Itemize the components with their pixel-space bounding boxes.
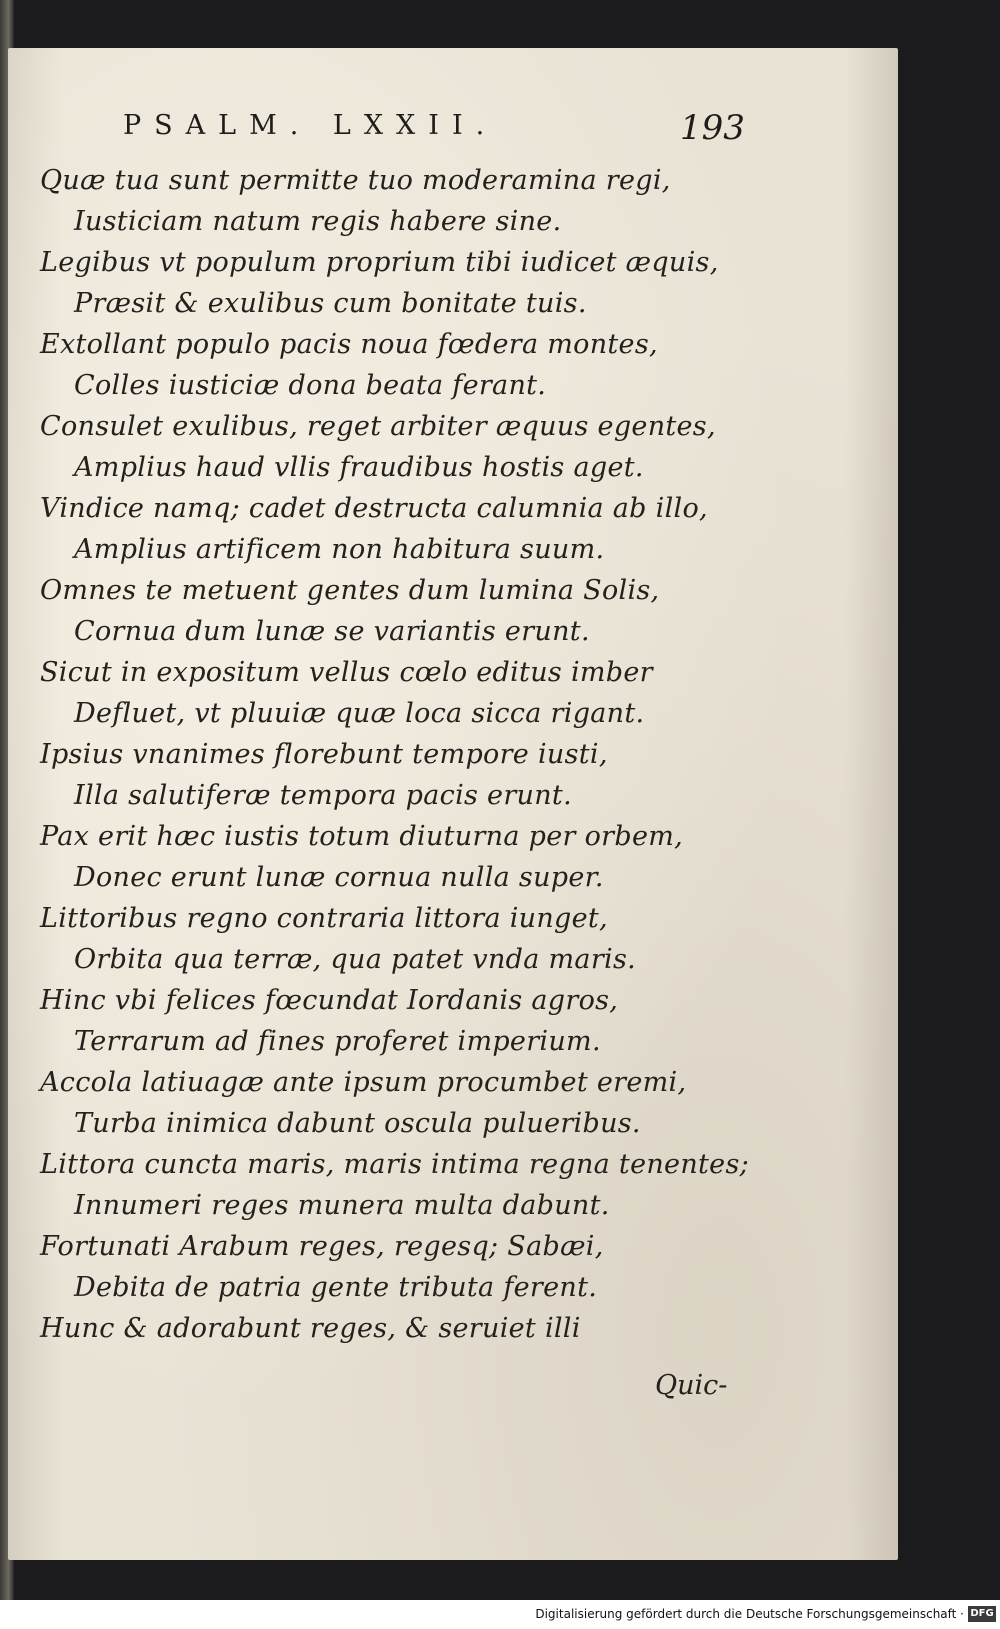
verse-line: Littoribus regno contraria littora iunget, bbox=[40, 903, 608, 934]
verse-line-indented: Illa salutiferæ tempora pacis erunt. bbox=[74, 780, 572, 811]
verse-line-indented: Colles iusticiæ dona beata ferant. bbox=[74, 370, 547, 401]
funding-credit: Digitalisierung gefördert durch die Deutsche Forschungsgemeinschaft · bbox=[535, 1607, 964, 1621]
verse-line-indented: Amplius haud vllis fraudibus hostis aget. bbox=[74, 452, 644, 483]
verse-line-indented: Turba inimica dabunt oscula pulueribus. bbox=[74, 1108, 641, 1139]
verse-line-indented: Iusticiam natum regis habere sine. bbox=[74, 206, 562, 237]
book-page bbox=[8, 48, 898, 1560]
verse-line: Omnes te metuent gentes dum lumina Solis, bbox=[40, 575, 660, 606]
verse-line: Quæ tua sunt permitte tuo moderamina regi, bbox=[40, 165, 671, 196]
verse-line: Vindice namq; cadet destructa calumnia ab illo, bbox=[40, 493, 708, 524]
verse-line: Extollant populo pacis noua fœdera montes, bbox=[40, 329, 658, 360]
verse-line-indented: Innumeri reges munera multa dabunt. bbox=[74, 1190, 610, 1221]
verse-block bbox=[8, 160, 868, 1349]
verse-line: Hinc vbi felices fœcundat Iordanis agros, bbox=[40, 985, 619, 1016]
verse-line-indented: Amplius artificem non habitura suum. bbox=[74, 534, 605, 565]
running-head: PSALM. LXXII. bbox=[123, 110, 498, 141]
page-number: 193 bbox=[680, 108, 745, 148]
verse-line: Sicut in expositum vellus cœlo editus imber bbox=[40, 657, 653, 688]
verse-line: Ipsius vnanimes florebunt tempore iusti, bbox=[40, 739, 608, 770]
verse-line: Hunc & adorabunt reges, & seruiet illi bbox=[40, 1313, 581, 1344]
verse-line-indented: Præsit & exulibus cum bonitate tuis. bbox=[74, 288, 587, 319]
verse-line: Fortunati Arabum reges, regesq; Sabæi, bbox=[40, 1231, 604, 1262]
catchword: Quic- bbox=[655, 1370, 728, 1401]
verse-line-indented: Donec erunt lunæ cornua nulla super. bbox=[74, 862, 604, 893]
verse-line: Legibus vt populum proprium tibi iudicet æquis, bbox=[40, 247, 719, 278]
verse-line: Consulet exulibus, reget arbiter æquus egentes, bbox=[40, 411, 716, 442]
verse-line-indented: Terrarum ad fines proferet imperium. bbox=[74, 1026, 601, 1057]
digitization-footer bbox=[0, 1600, 1000, 1629]
verse-line: Littora cuncta maris, maris intima regna tenentes; bbox=[40, 1149, 749, 1180]
verse-line-indented: Cornua dum lunæ se variantis erunt. bbox=[74, 616, 590, 647]
verse-line: Pax erit hæc iustis totum diuturna per orbem, bbox=[40, 821, 684, 852]
verse-line: Accola latiuagæ ante ipsum procumbet eremi, bbox=[40, 1067, 687, 1098]
verse-line-indented: Debita de patria gente tributa ferent. bbox=[74, 1272, 598, 1303]
verse-line-indented: Orbita qua terræ, qua patet vnda maris. bbox=[74, 944, 637, 975]
dfg-logo-icon: DFG bbox=[968, 1606, 996, 1622]
verse-line-indented: Defluet, vt pluuiæ quæ loca sicca rigant. bbox=[74, 698, 645, 729]
